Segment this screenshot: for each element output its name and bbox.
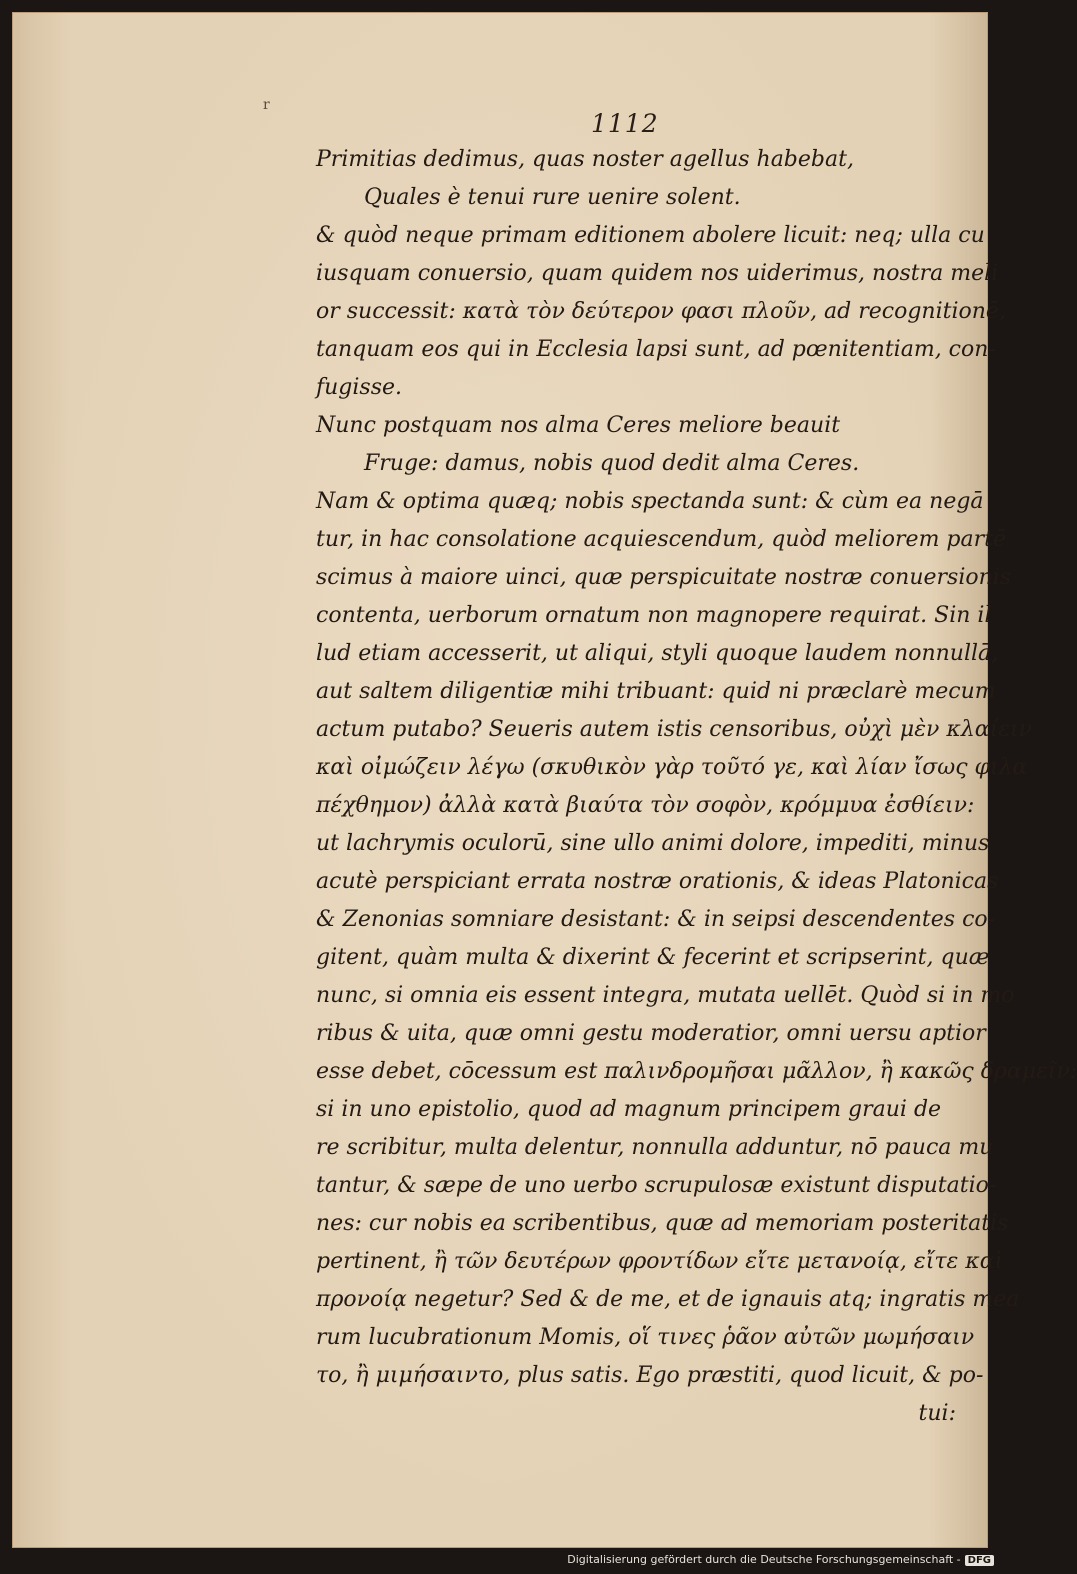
catchword: tui: (918, 1401, 956, 1426)
text-line: rum lucubrationum Momis, οἵ τινες ῥᾶον αὐτῶν μωμήσαιν (316, 1325, 975, 1350)
text-line: actum putabo? Seueris autem istis censoribus, οὐχὶ μὲν κλαίειν (316, 717, 1033, 742)
body-text (316, 141, 1077, 1433)
text-line: scimus à maiore uinci, quæ perspicuitate nostræ conuersionis (316, 565, 1012, 590)
text-line: καὶ οἰμώζειν λέγω (σκυθικὸν γὰρ τοῦτό γε, καὶ λίαν ἴσως φιλα (316, 755, 1028, 780)
text-line: το, ἢ μιμήσαιντο, plus satis. Ego præstiti, quod licuit, & po- (316, 1363, 984, 1388)
text-line: acutè perspiciant errata nostræ orationis, & ideas Platonicas (316, 869, 999, 894)
credit-text: Digitalisierung gefördert durch die Deutsche Forschungsgemeinschaft - (567, 1553, 961, 1566)
text-line: fugisse. (316, 375, 403, 400)
text-line: esse debet, cōcessum est παλινδρομῆσαι μᾶλλον, ἢ κακῶς δραμεῖν: (316, 1059, 1077, 1084)
text-line: tantur, & sæpe de uno uerbo scrupulosæ existunt disputatio- (316, 1173, 997, 1198)
text-line: tur, in hac consolatione acquiescendum, quòd meliorem partē (316, 527, 1007, 552)
text-line: πέχθημον) ἀλλὰ κατὰ βιαύτα τὸν σοφὸν, κρόμμυα ἐσθίειν: (316, 793, 975, 818)
text-line: or successit: κατὰ τὸν δεύτερον φασι πλοῦν, ad recognitionē, (316, 299, 1006, 324)
text-line: re scribitur, multa delentur, nonnulla adduntur, nō pauca mu (316, 1135, 994, 1160)
text-line: nunc, si omnia eis essent integra, mutata uellēt. Quòd si in mo (316, 983, 1015, 1008)
text-line: & quòd neque primam editionem abolere licuit: neq; ulla cu (316, 223, 985, 248)
text-line: si in uno epistolio, quod ad magnum principem graui de (316, 1097, 942, 1122)
dfg-logo: DFG (965, 1555, 994, 1566)
text-line: ut lachrymis oculorū, sine ullo animi dolore, impediti, minus (316, 831, 990, 856)
page-number: 1112 (591, 109, 659, 138)
text-line: gitent, quàm multa & dixerint & fecerint et scripserint, quæ (316, 945, 990, 970)
text-line: lud etiam accesserit, ut aliqui, styli quoque laudem nonnullā, (316, 641, 999, 666)
text-line: προνοίᾳ negetur? Sed & de me, et de ignauis atq; ingratis mea (316, 1287, 1020, 1312)
text-line: contenta, uerborum ornatum non magnopere requirat. Sin il (316, 603, 992, 628)
text-line: Nam & optima quæq; nobis spectanda sunt: & cùm ea negā (316, 489, 984, 514)
digitization-credit (567, 1553, 994, 1566)
text-line: pertinent, ἢ τῶν δευτέρων φροντίδων εἴτε μετανοίᾳ, εἴτε καὶ (316, 1249, 1004, 1274)
text-line: nes: cur nobis ea scribentibus, quæ ad memoriam posteritatis (316, 1211, 1009, 1236)
text-line: Fruge: damus, nobis quod dedit alma Ceres. (364, 451, 860, 476)
text-line: ribus & uita, quæ omni gestu moderatior, omni uersu aptior (316, 1021, 986, 1046)
text-line: tanquam eos qui in Ecclesia lapsi sunt, ad pœnitentiam, con- (316, 337, 996, 362)
text-line: iusquam conuersio, quam quidem nos uiderimus, nostra meli (316, 261, 999, 286)
book-page (12, 12, 1077, 1548)
text-line: Nunc postquam nos alma Ceres meliore beauit (316, 413, 841, 438)
text-line: & Zenonias somniare desistant: & in seipsi descendentes co- (316, 907, 996, 932)
text-line: Quales è tenui rure uenire solent. (364, 185, 741, 210)
text-line: Primitias dedimus, quas noster agellus habebat, (316, 147, 854, 172)
marginal-mark: r (263, 97, 270, 113)
text-line: aut saltem diligentiæ mihi tribuant: quid ni præclarè mecum (316, 679, 996, 704)
